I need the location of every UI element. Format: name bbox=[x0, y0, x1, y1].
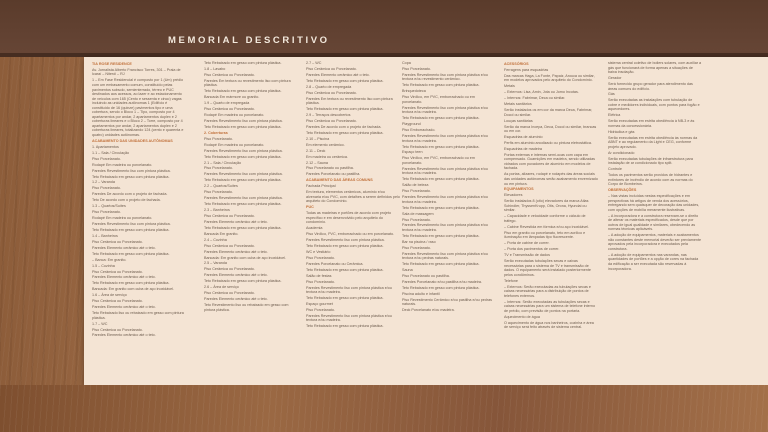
paragraph: 2.4 – Cozinha bbox=[204, 237, 227, 242]
paragraph: Gerador bbox=[608, 76, 622, 81]
paragraph: Brinquedoteca bbox=[402, 89, 426, 94]
paragraph: Paredes Elemento cerâmico até o teto. bbox=[306, 72, 370, 77]
paragraph: – Cabine Revestida em fórmica e/ou aço inoxidável. bbox=[504, 224, 590, 229]
paragraph: Teto Rebaixado em gesso com pintura plástica. bbox=[204, 202, 282, 207]
header-band bbox=[0, 0, 768, 57]
paragraph: Controle bbox=[608, 167, 622, 172]
paragraph: Aquecimento de água bbox=[504, 314, 540, 319]
paragraph: Paredes Porcelanato e/ou pastilha e/ou madeira. bbox=[402, 280, 482, 285]
paragraph: Piso Cerâmica ou Porcelanato. bbox=[306, 90, 357, 95]
paragraph: – Externos: Lisa, Amin, Jota ou Jomo Incotas. bbox=[504, 90, 579, 95]
paragraph: Teto Rebaixado em gesso com pintura plástica. bbox=[306, 296, 384, 301]
paragraph: Todas as madeiras e portões de acordo com projeto específico e em desenvolvido pelo arquiteto do condomínio. bbox=[306, 211, 392, 225]
paragraph: 1.2 – Varanda bbox=[92, 180, 115, 185]
paragraph: Teto Rebaixado em gesso com pintura plástica. bbox=[402, 144, 480, 149]
paragraph: Paredes Revestimento liso com pintura plástica e/ou textura e/ou madeira. bbox=[306, 313, 392, 323]
paragraph: Piso Porcelanato. bbox=[204, 136, 233, 141]
paragraph: Piso Porcelanato. bbox=[402, 245, 431, 250]
paragraph: Perfis em alumínio anodizado ou pintura eletrostática. bbox=[504, 140, 592, 145]
paragraph: Paredes Elemento cerâmico até o teto. bbox=[204, 273, 268, 278]
paragraph: Piso Revestimento Cerâmico e/ou pastilha e/ou pedras naturais. bbox=[402, 297, 492, 307]
paragraph: Piso Vinílico, em PVC, emborrachado ou em porcelanato. bbox=[402, 156, 475, 165]
paragraph: – Porta dos pavimentos de correr. bbox=[504, 247, 560, 252]
paragraph: – Capacidade e velocidade conforme o cálculo de tráfego. bbox=[504, 214, 586, 223]
paragraph: Rodapé Em madeira ou porcelanato. bbox=[204, 142, 265, 147]
paragraph: – Banca: Em granito. bbox=[92, 257, 127, 262]
paragraph: Piso Cerâmica ou Porcelanato. bbox=[204, 213, 255, 218]
paragraph: Ar condicionado bbox=[608, 150, 635, 155]
paragraph: Serão executadas tubulações de infraestrutura para instalação de ar condicionado tipo split. bbox=[608, 156, 693, 166]
paragraph: Paredes Revestimento liso com pintura plástica e/ou textura e/ou pedras naturais. bbox=[402, 251, 488, 261]
paragraph: Em textura, elementos cerâmicos, alumínio e/ou alvenaria e/ou PVC, com detalhes a serem definidos pelo arquiteto do Condomínio. bbox=[306, 190, 400, 204]
paragraph: Rodapé Em madeira ou porcelanato. bbox=[92, 216, 153, 221]
paragraph: Paredes Revestimento liso com pintura plástica e/ou textura e/ou madeira. bbox=[306, 285, 392, 295]
paragraph: 2.7 – WC bbox=[306, 61, 322, 65]
page-title: MEMORIAL DESCRITIVO bbox=[168, 35, 330, 46]
paragraph: Bancada: Em granito com cuba de aço inoxidável. bbox=[204, 255, 286, 260]
paragraph: Gás bbox=[608, 92, 615, 97]
paragraph: 1.1 – Sala / Circulação bbox=[92, 150, 130, 155]
paragraph: Sala de massagem bbox=[402, 211, 434, 216]
paragraph: Todos os pavimentos serão providos de hidrantes e extintores de incêndio de acordo com as normas do Corpo de Bombeiros. bbox=[608, 173, 693, 187]
paragraph: Piso Porcelanato ou pastilha. bbox=[402, 274, 450, 279]
paragraph: Teto Rebaixado em gesso com pintura plástica. bbox=[204, 279, 282, 284]
paragraph: Academia bbox=[306, 226, 323, 231]
paragraph: – A adoção de equipamentos nas varandas, nas quantidades de portões e a opção de cores na fachada da edificação a ser executada são reservadas à incorporadora. bbox=[608, 252, 699, 271]
paragraph: Hidráulica e gás bbox=[608, 129, 635, 134]
paragraph: 2.6 – Área de serviço bbox=[204, 285, 239, 290]
section-heading: OBSERVAÇÕES bbox=[608, 188, 637, 193]
paragraph: 2.2 – Quartos/Suítes bbox=[204, 184, 238, 189]
paragraph: Deck Porcelanato e/ou madeira. bbox=[402, 308, 455, 313]
paragraph: Paredes Revestimento liso com pintura plástica. bbox=[306, 238, 385, 243]
paragraph: Teto Rebaixado em gesso com pintura plástica. bbox=[204, 89, 282, 94]
text-column-1 bbox=[92, 61, 186, 339]
paragraph: Teto Rebaixado em gesso com pintura plástica. bbox=[402, 233, 480, 238]
paragraph: – Internos: Fabrimar, Deca ou similar. bbox=[504, 96, 566, 101]
paragraph: Piso Porcelanato ou pastilha. bbox=[306, 166, 354, 171]
paragraph: Piso Cerâmica ou Porcelanato. bbox=[204, 291, 255, 296]
paragraph: Teto Rebaixado em gesso com pintura plástica. bbox=[402, 83, 480, 88]
paragraph: 1.8 – Lavabo bbox=[204, 66, 226, 71]
paragraph: Portas externas e internas semi-ocas com capa em compensado. Guarnições em madeira, sendo utilizadas vidrados com puxadores de alumínio em modelos de fachada. bbox=[504, 152, 596, 171]
paragraph: Paredes Elemento cerâmico até o teto. bbox=[92, 305, 156, 310]
paragraph: Teto De acordo com o projeto de fachada. bbox=[92, 198, 161, 203]
paragraph: Bar na piscina / raso bbox=[402, 239, 436, 244]
paragraph: Piso Cerâmica ou Porcelanato. bbox=[204, 243, 255, 248]
paragraph: Piso Cerâmica ou Porcelanato. bbox=[306, 66, 357, 71]
paragraph: Paredes Revestimento liso com pintura plástica. bbox=[92, 168, 171, 173]
paragraph: Paredes Revestimento liso com pintura plástica e/ou textura e/ou revestimento cerâmico. bbox=[402, 72, 488, 82]
section-heading: EQUIPAMENTOS bbox=[504, 187, 534, 192]
paragraph: As portas, alizares, rodapé e rodapés das áreas sociais das unidades autônomas serão acabamento envernizado ou em pintura. bbox=[504, 172, 598, 186]
paragraph: Piso Porcelanato. bbox=[204, 190, 233, 195]
section-heading: 2. Coberturas bbox=[204, 130, 228, 135]
paragraph: Teto Rebaixado em gesso com pintura plástica. bbox=[204, 225, 282, 230]
paragraph: Piso Vinílico, em PVC, emborrachado ou em porcelanato. bbox=[402, 95, 475, 104]
paragraph: Louças sanitárias bbox=[504, 118, 533, 123]
paragraph: Teto Rebaixado em gesso com pintura plástica. bbox=[306, 324, 384, 329]
paragraph: Teto Rebaixado em gesso com pintura plástica. bbox=[204, 124, 282, 129]
paragraph: 2.8 – Quarto de empregada bbox=[306, 84, 352, 89]
section-heading: PUC bbox=[306, 205, 314, 210]
paragraph: Piso Cerâmica ou Porcelanato. bbox=[92, 239, 143, 244]
paragraph: Teto Rebaixado em gesso com pintura plástica. bbox=[92, 281, 170, 286]
paragraph: Metais sanitários bbox=[504, 102, 532, 107]
paragraph: Serão executadas tubulações secas e caixas necessárias para o sistema de TV e transmissão de dados. O equipamento será instalado posteriormente pelos condôminos. bbox=[504, 259, 591, 277]
paragraph: Salão de festas bbox=[306, 273, 332, 278]
paragraph: 1. Apartamentos bbox=[92, 144, 119, 149]
paragraph: Salão de beleza bbox=[402, 183, 429, 188]
section-heading: ACESSÓRIOS bbox=[504, 62, 529, 66]
paragraph: Paredes Porcelanato ou pastilha. bbox=[306, 172, 361, 177]
paragraph: Bancada Em granito. bbox=[204, 231, 239, 236]
paragraph: Piso em granito ou porcelanato, teto em acrílico e iluminação em lâmpadas tipo fluorescente. bbox=[504, 230, 586, 240]
paragraph: – Nas vistas incluídas nestas especificações e em perspectivas há artigos de venda dos acessórios, entregando sem quaisquer de decoração das unidades, com opções de mobília meramente ilustrativas. bbox=[608, 194, 700, 212]
section-heading: ACABAMENTO DAS ÁREAS COMUNS bbox=[306, 178, 373, 183]
paragraph: Piso Porcelanato. bbox=[306, 307, 335, 312]
paragraph: 1.3 – Quartos/Suítes bbox=[92, 204, 126, 209]
paragraph: 2.11 – Deck bbox=[306, 148, 326, 153]
paragraph: Piso Cerâmica ou Porcelanato. bbox=[306, 118, 357, 123]
paragraph: WC e Vestiário bbox=[306, 249, 331, 254]
paragraph: Teto Rebaixado em gesso com pintura plástica. bbox=[306, 78, 384, 83]
paragraph: Piso Cerâmica ou Porcelanato. bbox=[92, 327, 143, 332]
paragraph: Teto Rebaixado em gesso com pintura plástica. bbox=[402, 205, 480, 210]
paragraph: Em elemento cerâmico. bbox=[306, 142, 345, 147]
paragraph: Fachada Principal bbox=[306, 184, 336, 189]
paragraph: Serão instalados os em cor da marca Deca, Fabrimar, Docol ou similar. bbox=[504, 108, 593, 117]
paragraph: Rodapé Em madeira ou porcelanato. bbox=[92, 162, 153, 167]
paragraph: Paredes Elemento cerâmico até o teto. bbox=[204, 297, 268, 302]
paragraph: 1 – Em Fase Residencial é composto por 1 (Um) prédio com um embasamento comum, constituído pelas pavimentos subsolo, semienterrado, térreo e PUC destinados aos acessos, ao lazer e ao estacionamento de veículos com 165 (Cento e sessenta e cinco) vagas incluindo as unidades autônomas 1 (Edifício é constituído de 16 (quinze) pavimentos tipo e uma cobertura, sendo o Bloco 1 – Tipo, composto por 4 apartamentos por andar, 2 apartamentos duplex e 2 coberturas lineares e o Bloco 2 – Torre, composto por 4 apartamentos por andar, 2 apartamentos duplex e 2 coberturas lineares, totalizando 124 (cento e quarenta e quatro) unidades autônomas. bbox=[92, 78, 184, 137]
paragraph: 2.1 – Sala / Circulação bbox=[204, 160, 242, 165]
paragraph: Paredes Revestimento liso com pintura plástica e/ou textura e/ou madeira. bbox=[402, 166, 488, 176]
paragraph: – A incorporadora e a construtora reservam-se o direito de alterar os materiais especificados, desde que por outros de igual qualidade e similares, obedecendo as normas técnicas aplicáveis. bbox=[608, 213, 699, 232]
paragraph: Piso Emborrachado. bbox=[402, 128, 436, 133]
footer-band bbox=[0, 385, 768, 432]
paragraph: sistema central coletivo de boilers solares, com auxiliar a gás que funcionará de forma apenas a situações de baixa insolação. bbox=[608, 61, 702, 75]
paragraph: Paredes Revestimento liso com pintura plástica e/ou textura e/ou madeira. bbox=[402, 105, 488, 115]
paragraph: Paredes Revestimento liso com pintura plástica. bbox=[204, 196, 283, 201]
paragraph: Paredes Elemento cerâmico até o teto. bbox=[92, 245, 156, 250]
paragraph: Paredes Revestimento liso com pintura plástica. bbox=[204, 118, 283, 123]
paragraph: Piso Cerâmica ou Porcelanato. bbox=[92, 269, 143, 274]
paragraph: Teto Rebaixado em gesso com pintura plástica. bbox=[306, 244, 384, 249]
paragraph: Teto Rebaixado em gesso com pintura plástica. bbox=[402, 177, 480, 182]
text-column-4 bbox=[402, 61, 496, 314]
paragraph: Serão executadas as instalações com tubulação de cobre e medidores individuais, com pontos para fogão e aquecedores. bbox=[608, 98, 700, 112]
text-column-6 bbox=[608, 61, 702, 272]
paragraph: Teto Rebaixado em gesso com pintura plástica. bbox=[306, 267, 384, 272]
paragraph: Das marcas Haga, La Fonte, Papaiz, Arouca ou similar, em modelos aprovados pelo arquiteto do Condomínio. bbox=[504, 73, 595, 83]
paragraph: Piso Cerâmica ou Porcelanato. bbox=[204, 267, 255, 272]
paragraph: Piso Porcelanato. bbox=[92, 210, 121, 215]
paragraph: Ferragens para esquadrias bbox=[504, 67, 549, 72]
paragraph: 2.3 – Banheiros bbox=[204, 208, 230, 213]
paragraph: Teto Rebaixado em gesso com pintura plástica. bbox=[402, 285, 480, 290]
paragraph: Serão instalados 8 (oito) elevadores da marca Atlas Schindler, ThyssenKrupp, Otis, Orona, Hyundai ou similar. bbox=[504, 199, 589, 213]
paragraph: 2.12 – Sauna bbox=[306, 160, 328, 165]
paragraph: Paredes Elemento cerâmico até o teto. bbox=[92, 333, 156, 338]
paragraph: Paredes Revestimento liso com pintura plástica. bbox=[204, 148, 283, 153]
paragraph: Sauna bbox=[402, 268, 413, 273]
paragraph: Paredes Revestimento liso com pintura plástica. bbox=[92, 222, 171, 227]
paragraph: Teto Rebaixado em gesso com pintura plástica. bbox=[204, 154, 282, 159]
paragraph: Teto Rebaixado em gesso com pintura plástica. bbox=[402, 262, 480, 267]
paragraph: Metais bbox=[504, 84, 515, 89]
paragraph: 1.4 – Banheiros bbox=[92, 233, 118, 238]
paragraph: Serão da marca Incepa, Deca, Docol ou similar, brancas ou em cor. bbox=[504, 124, 597, 134]
paragraph: Paredes Elemento cerâmico até o teto. bbox=[92, 275, 156, 280]
section-heading: TIA ROSE RESIDENCE bbox=[92, 62, 132, 66]
paragraph: Esquadrias de madeira bbox=[504, 146, 542, 151]
paragraph: Espaço teen bbox=[402, 150, 423, 155]
paragraph: Teto Rebaixado em gesso com pintura plástica. bbox=[204, 61, 282, 65]
section-heading: ACABAMENTO DAS UNIDADES AUTÔNOMAS bbox=[92, 138, 173, 143]
paragraph: Teto Rebaixado em gesso com pintura plástica. bbox=[402, 116, 480, 121]
paragraph: Piso Cerâmica ou Porcelanato. bbox=[204, 72, 255, 77]
paragraph: Paredes Em textura ou revestimento liso com pintura plástica. bbox=[306, 96, 393, 106]
paragraph: Bancada Em mármore ou granito. bbox=[204, 95, 260, 100]
paragraph: Rodapé Em madeira ou porcelanato. bbox=[204, 113, 265, 118]
paragraph: Serão executadas em estrita obediência às normas da ABNT e ao regulamento da Light e CEG, conforme projeto aprovado. bbox=[608, 135, 698, 149]
paragraph: 1.5 – Cozinha bbox=[92, 263, 115, 268]
paragraph: Playground bbox=[402, 122, 421, 127]
paragraph: Teto Rebaixado em gesso com pintura plástica. bbox=[92, 251, 170, 256]
document-page bbox=[84, 57, 768, 385]
paragraph: Teto Rebaixado em gesso com pintura plástica. bbox=[204, 178, 282, 183]
paragraph: – Internos: Serão executadas as tubulações secas e caixas necessárias para um sistema de telefone interno de prédio, com previsão de pontos na portaria. bbox=[504, 299, 596, 313]
paragraph: Teto Revestimento liso ou rebaixado em gesso com pintura plástica. bbox=[204, 303, 289, 312]
paragraph: Elétrica bbox=[608, 113, 621, 118]
paragraph: Piso Cerâmica ou Porcelanato. bbox=[92, 299, 143, 304]
paragraph: Piso Cerâmica ou Porcelanato. bbox=[204, 107, 255, 112]
paragraph: Piso Vinílico, PVC, emborrachado ou em porcelanato. bbox=[306, 232, 395, 237]
paragraph: 1.7 – WC bbox=[92, 321, 108, 326]
paragraph: – Porta de cabine de correr. bbox=[504, 241, 550, 246]
text-column-2 bbox=[204, 61, 298, 314]
paragraph: Em madeira ou cerâmica. bbox=[306, 154, 349, 159]
paragraph: – Externos: Serão executadas as tubulações secas e caixas necessárias para a distribuição de pontos de telefones externos. bbox=[504, 284, 591, 298]
paragraph: Espaço gourmet bbox=[306, 302, 333, 307]
paragraph: Paredes De acordo com o projeto de fachada. bbox=[92, 192, 168, 197]
paragraph: Será fornecido grupo gerador para atendimento das áreas comuns do edifício. bbox=[608, 81, 693, 91]
paragraph: Piscina adulto e infantil bbox=[402, 291, 440, 296]
paragraph: Piso Porcelanato. bbox=[402, 66, 431, 71]
text-column-5 bbox=[504, 61, 598, 331]
paragraph: Paredes Revestimento liso com pintura plástica. bbox=[204, 172, 283, 177]
paragraph: 2.10 – Piscina bbox=[306, 136, 330, 141]
paragraph: Copa bbox=[402, 61, 411, 65]
paragraph: Piso Porcelanato. bbox=[306, 255, 335, 260]
paragraph: Teto Rebaixado em gesso com pintura plástica. bbox=[306, 130, 384, 135]
paragraph: – A adoção de equipamentos, materiais e acabamentos não constantes deste memorial deverão ser previamente aprovados pela incorporadora e executados pela construtora. bbox=[608, 233, 702, 251]
paragraph: Paredes Porcelanato ou Cerâmica. bbox=[306, 261, 364, 266]
paragraph: Paredes Elemento cerâmico até o teto. bbox=[204, 249, 268, 254]
paragraph: Paredes Revestimento liso com pintura plástica e/ou textura e/ou madeira. bbox=[402, 195, 488, 204]
paragraph: Av. Jornalista Alberto Francisco Torres, 301 – Praia de Icaraí – Niterói – RJ bbox=[92, 67, 181, 77]
text-column-3 bbox=[306, 61, 400, 330]
paragraph: Esquadrias de alumínio bbox=[504, 135, 543, 140]
paragraph: Piso Porcelanato. bbox=[402, 217, 431, 222]
paragraph: Piso Porcelanato. bbox=[306, 279, 335, 284]
paragraph: Paredes Em textura ou revestimento liso com pintura plástica. bbox=[204, 78, 291, 88]
paragraph: Teto Rebaixado liso ou rebaixado em gesso com pintura plástica. bbox=[92, 311, 184, 320]
paragraph: Piso Porcelanato. bbox=[92, 186, 121, 191]
paragraph: Piso Porcelanato. bbox=[92, 156, 121, 161]
paragraph: Paredes Elemento cerâmico até o teto. bbox=[204, 219, 268, 224]
paragraph: Piso Porcelanato. bbox=[402, 189, 431, 194]
paragraph: TV e Transmissão de dados bbox=[504, 253, 550, 258]
paragraph: Paredes Revestimento liso com pintura plástica e/ou textura e/ou madeira. bbox=[402, 223, 488, 232]
paragraph: Bancada: Em granito com cuba de aço inoxidável. bbox=[92, 287, 174, 292]
paragraph: 2.9 – Terraços descobertos bbox=[306, 113, 351, 118]
paragraph: Paredes Revestimento liso com pintura plástica e/ou textura e/ou madeira. bbox=[402, 134, 488, 143]
paragraph: Teto Rebaixado em gesso com pintura plástica. bbox=[92, 174, 170, 179]
paragraph: Paredes De acordo com o projeto de fachada. bbox=[306, 124, 382, 129]
paragraph: 1.6 – Área de serviço bbox=[92, 293, 127, 298]
paragraph: Telefone bbox=[504, 278, 518, 283]
paragraph: 2.5 – Varanda bbox=[204, 261, 227, 266]
paragraph: Serão executadas em estrita obediência à NB-3 e às normas da concessionária. bbox=[608, 119, 695, 128]
paragraph: Elevadores bbox=[504, 193, 523, 198]
paragraph: Teto Rebaixado em gesso com pintura plástica. bbox=[92, 227, 170, 232]
paragraph: O aquecimento de água nos banheiros, cozinha e área de serviço será feito através de sistema central. bbox=[504, 320, 594, 330]
paragraph: 1.9 – Quarto de empregada bbox=[204, 101, 250, 106]
paragraph: Teto Rebaixado em gesso com pintura plástica. bbox=[306, 107, 384, 112]
paragraph: Piso Porcelanato. bbox=[204, 166, 233, 171]
